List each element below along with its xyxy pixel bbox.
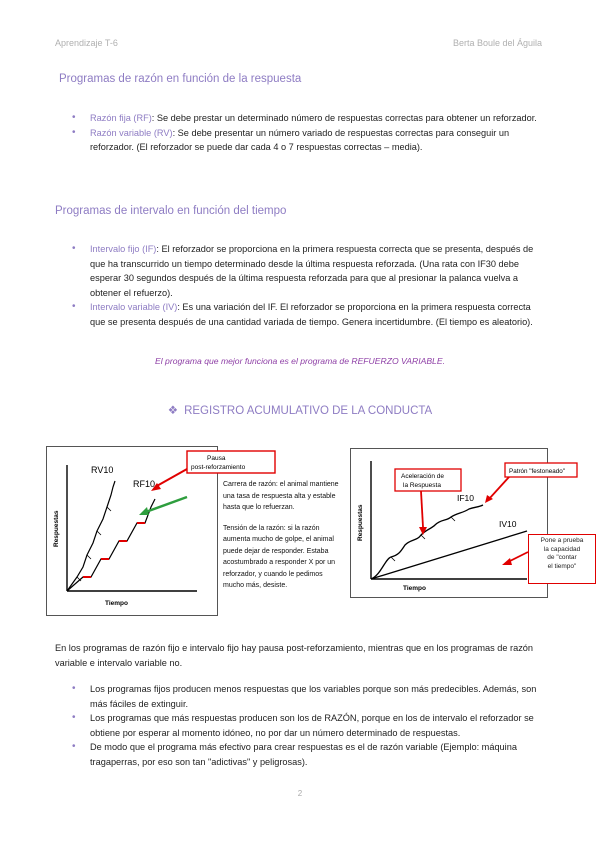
list-text: : El reforzador se proporciona en la primera respuesta correcta que se presenta, después de que ha transcurrido un tiempo determinado desde la última respuesta reforzada. (Una rata con IF30 debe esperar 30 segundos después de la última respuesta reforzada para que al presionar la palanca vuelva a obtener el refuerzo). — [90, 244, 534, 298]
interval-section-title: Programas de intervalo en función del tiempo — [55, 205, 287, 217]
pattern-arrow — [489, 477, 509, 499]
rv10-label: RV10 — [91, 465, 114, 475]
ratio-run-text: Carrera de razón: el animal mantiene una tasa de respuesta alta y estable hasta que lo refuerzan. — [223, 481, 339, 511]
rv10-ticks — [77, 507, 111, 581]
pause-callout-line2: post-reforzamiento — [191, 464, 246, 471]
pattern-callout-text: Patrón "festoneado" — [509, 468, 565, 475]
test-callout-box — [528, 534, 596, 584]
if10-label: IF10 — [457, 493, 475, 503]
list-text: : Se debe presentar un número variado de respuestas correctas para conseguir un reforzador. (El reforzador se puede dar cada 4 o 7 respuestas correctas – media). — [90, 127, 510, 152]
list-item — [72, 242, 542, 300]
list-term: Intervalo variable (IV) — [90, 302, 178, 312]
right-ylabel: Respuestas — [357, 504, 364, 541]
ratio-chart-svg — [47, 447, 246, 615]
ratio-strain-text: Tensión de la razón: si la razón aumenta mucho de golpe, el animal puede dejar de responder. Estaba acostumbrado a responder X por un reforzador, y cuando le pedimos mucho más, desiste. — [223, 524, 336, 589]
list-item — [72, 126, 542, 155]
list-term: Intervalo fijo (IF) — [90, 244, 157, 254]
test-arrow-svg — [500, 548, 530, 568]
page-number: 2 — [297, 789, 303, 798]
test-arrow — [508, 552, 528, 562]
list-item — [72, 111, 542, 126]
summary-paragraph: En los programas de razón fijo e intervalo fijo hay pausa post-reforzamiento, mientras que en los programas de razón variable e intervalo variable no. — [55, 643, 534, 668]
list-text: : Se debe prestar un determinado número de respuestas correctas para obtener un reforzador. — [151, 113, 537, 123]
pause-callout-line1: Pausa — [207, 455, 226, 462]
diamond-bullet-icon: ❖ — [167, 405, 179, 417]
registro-title-text: REGISTRO ACUMULATIVO DE LA CONDUCTA — [184, 405, 433, 417]
test-arrowhead — [502, 558, 512, 565]
pause-arrow-red — [155, 469, 187, 487]
accel-callout-line1: Aceleración de — [401, 473, 444, 480]
ratio-list — [72, 111, 542, 155]
list-text: : Es una variación del IF. El reforzador se proporciona en la primera respuesta correcta que se presenta después de una cantidad variada de tiempo. Genera incertidumbre. (El tiempo es aleatorio). — [90, 302, 533, 327]
list-item: • Los programas que más respuestas producen son los de RAZÓN, porque en los de intervalo el reforzador se obtiene por esperar al momento idóneo, no por dar un número determinado de respuestas. — [72, 711, 542, 740]
ratio-section-title: Programas de razón en función de la respuesta — [59, 73, 302, 85]
list-item: • Los programas fijos producen menos respuestas que los variables porque son más predecibles. Además, son más fáciles de extinguir. — [72, 682, 542, 711]
registro-title — [0, 403, 600, 417]
left-ylabel: Respuestas — [53, 510, 60, 547]
pause-arrowhead-green — [139, 507, 149, 515]
interval-list — [72, 242, 542, 329]
list-item: • De modo que el programa más efectivo para crear respuestas es el de razón variable (Ejemplo: máquina tragaperras, por eso son tan "adictivas" y peligrosas). — [72, 740, 542, 769]
best-program-note: El programa que mejor funciona es el programa de REFUERZO VARIABLE. — [155, 356, 445, 366]
rf10-label: RF10 — [133, 479, 156, 489]
accel-callout-line2: la Respuesta — [403, 482, 441, 489]
iv10-label: IV10 — [499, 519, 517, 529]
list-term: Razón variable (RV) — [90, 127, 173, 138]
pause-arrow-green — [143, 497, 187, 513]
left-xlabel: Tiempo — [105, 600, 128, 607]
header-right: Berta Boule del Águila — [452, 38, 542, 48]
accel-arrow — [421, 491, 423, 527]
test-callout-line1: Pone a prueba — [540, 537, 584, 544]
ratio-cumulative-figure — [46, 446, 246, 616]
test-callout-line4: el tiempo" — [547, 562, 577, 570]
test-callout-line2: la capacidad — [543, 545, 581, 553]
summary-list — [72, 682, 542, 769]
figure-explanation — [223, 479, 343, 601]
header-left: Aprendizaje T-6 — [55, 38, 118, 48]
test-callout-line3: de "contar — [547, 554, 577, 561]
rv10-curve — [67, 481, 115, 591]
list-term: Razón fija (RF) — [90, 113, 152, 123]
right-xlabel: Tiempo — [403, 585, 426, 592]
list-item — [72, 300, 542, 329]
if10-curve — [371, 505, 483, 579]
